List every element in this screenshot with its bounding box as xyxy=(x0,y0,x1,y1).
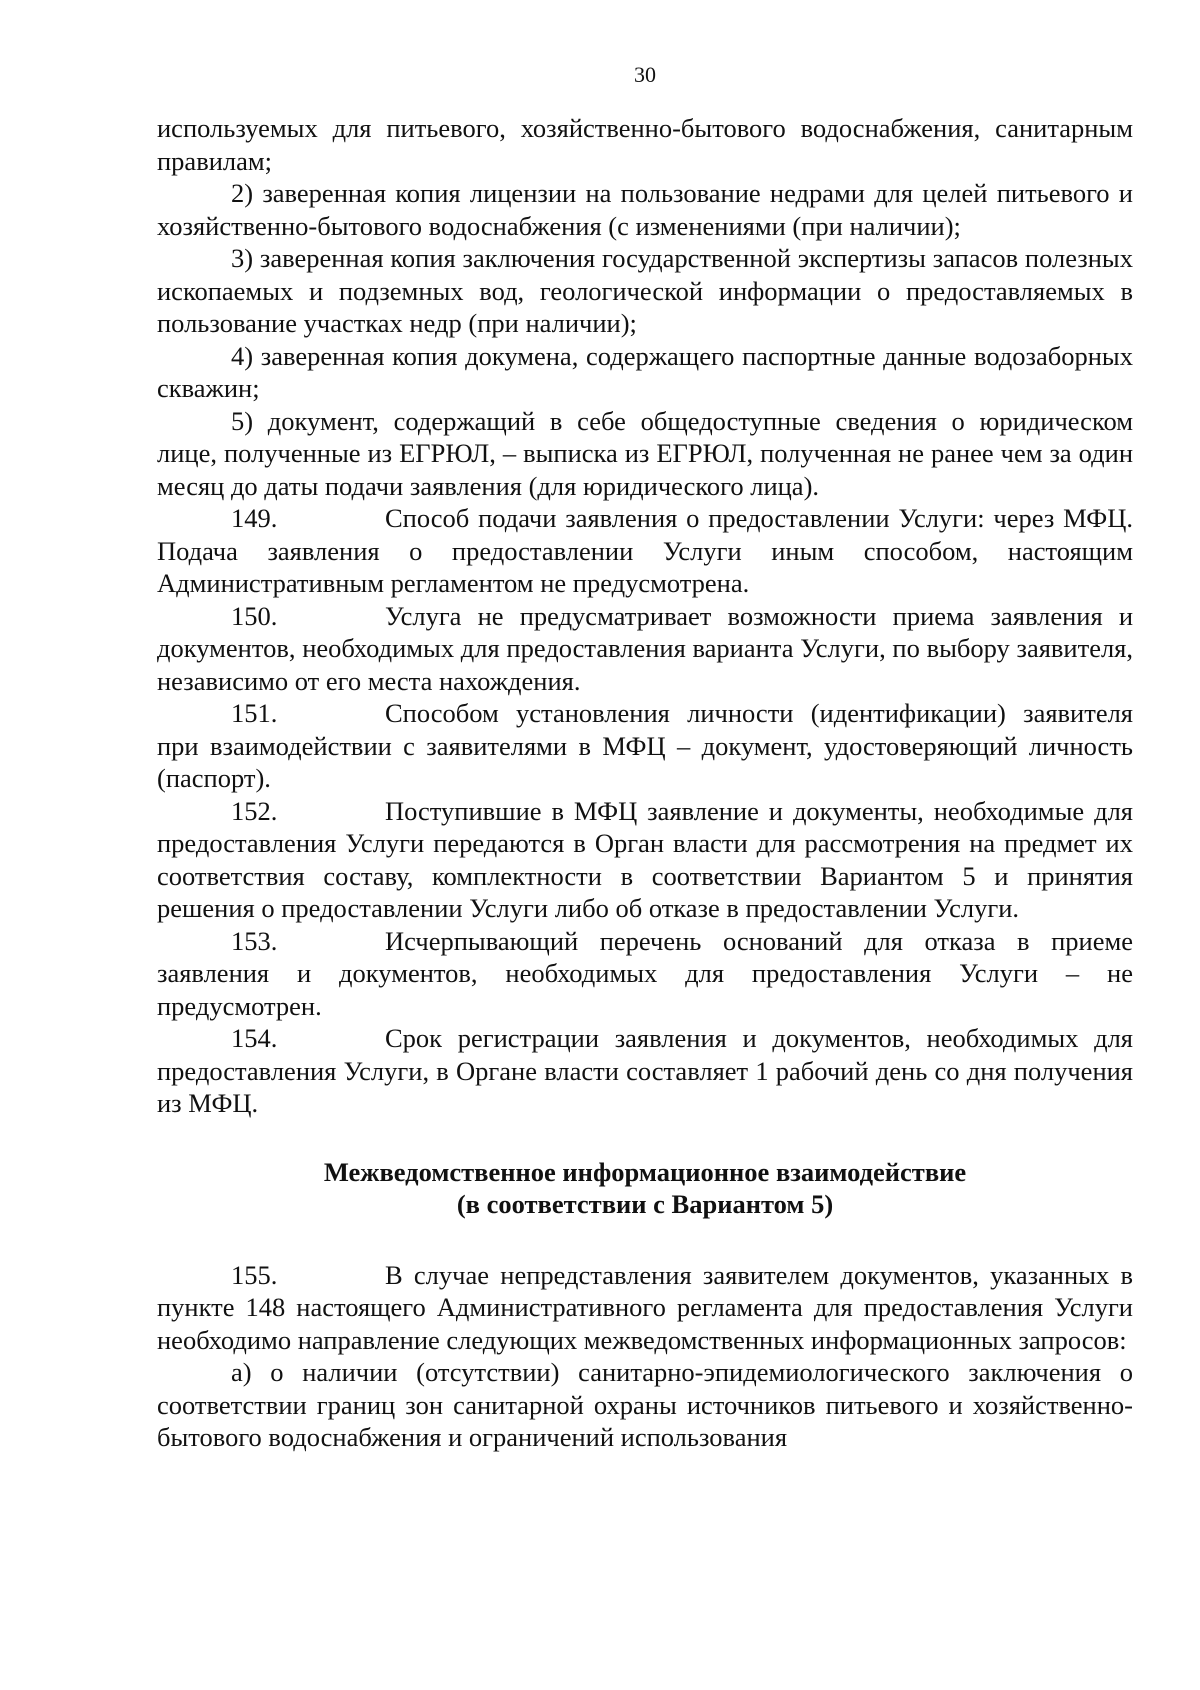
sub-item-a: а) о наличии (отсутствии) санитарно-эпидемиологического заключения о соответствии границ зон санитарной охраны источников питьевого и хозяйственно-бытового водоснабжения и ограничений использования xyxy=(157,1357,1133,1452)
clause-number: 151. xyxy=(231,698,278,728)
clause-153 xyxy=(157,925,1133,1023)
page-number: 30 xyxy=(634,62,656,87)
clause-number: 154. xyxy=(231,1023,278,1053)
list-item-5: 5) документ, содержащий в себе общедоступные сведения о юридическом лице, полученные из ЕГРЮЛ, – выписка из ЕГРЮЛ, полученная не ранее чем за один месяц до даты подачи заявления (для юридического лица). xyxy=(157,405,1133,501)
clause-152 xyxy=(157,795,1133,925)
paragraph-continuation: используемых для питьевого, хозяйственно-бытового водоснабжения, санитарным правилам; xyxy=(157,113,1133,176)
clause-text: Срок регистрации заявления и документов, необходимых для предоставления Услуги, в Органе власти составляет 1 рабочий день со дня получения из МФЦ. xyxy=(157,1023,1133,1118)
clause-number: 150. xyxy=(231,600,278,631)
clause-150 xyxy=(157,600,1133,698)
clause-text: Услуга не предусматривает возможности приема заявления и документов, необходимых для предоставления варианта Услуги, по выбору заявителя, независимо от его места нахождения. xyxy=(157,600,1133,696)
document-body xyxy=(157,112,1133,1454)
clause-number: 149. xyxy=(231,503,278,533)
clause-text: Способом установления личности (идентификации) заявителя при взаимодействии с заявителями в МФЦ – документ, удостоверяющий личность (паспорт). xyxy=(157,698,1133,793)
section-heading-line-1: Межведомственное информационное взаимодействие xyxy=(323,1156,967,1187)
clause-text: В случае непредставления заявителем документов, указанных в пункте 148 настоящего Административного регламента для предоставления Услуги необходимо направление следующих межведомственных информационных запросов: xyxy=(157,1259,1133,1355)
section-heading-line-2: (в соответствии с Вариантом 5) xyxy=(456,1189,834,1219)
list-item-4: 4) заверенная копия докумена, содержащего паспортные данные водозаборных скважин; xyxy=(157,340,1133,403)
section-heading xyxy=(157,1156,1133,1221)
clause-text: Способ подачи заявления о предоставлении Услуги: через МФЦ. Подача заявления о предоставлении Услуги иным способом, настоящим Административным регламентом не предусмотрена. xyxy=(157,503,1133,598)
list-item-2: 2) заверенная копия лицензии на пользование недрами для целей питьевого и хозяйственно-бытового водоснабжения (с изменениями (при наличии); xyxy=(157,178,1133,241)
list-item-3: 3) заверенная копия заключения государственной экспертизы запасов полезных ископаемых и подземных вод, геологической информации о предоставляемых в пользование участках недр (при наличии); xyxy=(157,243,1133,338)
clause-number: 152. xyxy=(231,795,278,826)
clause-154 xyxy=(157,1022,1133,1120)
clause-155 xyxy=(157,1259,1133,1357)
clause-text: Поступившие в МФЦ заявление и документы, необходимые для предоставления Услуги передаются в Орган власти для рассмотрения на предмет их соответствия составу, комплектности в соответствии Вариантом 5 и принятия решения о предоставлении Услуги либо об отказе в предоставлении Услуги. xyxy=(157,795,1133,923)
clause-151 xyxy=(157,697,1133,795)
clause-text: Исчерпывающий перечень оснований для отказа в приеме заявления и документов, необходимых для предоставления Услуги – не предусмотрен. xyxy=(157,925,1133,1021)
clause-number: 155. xyxy=(231,1259,278,1290)
clause-149 xyxy=(157,502,1133,600)
clause-number: 153. xyxy=(231,925,278,956)
